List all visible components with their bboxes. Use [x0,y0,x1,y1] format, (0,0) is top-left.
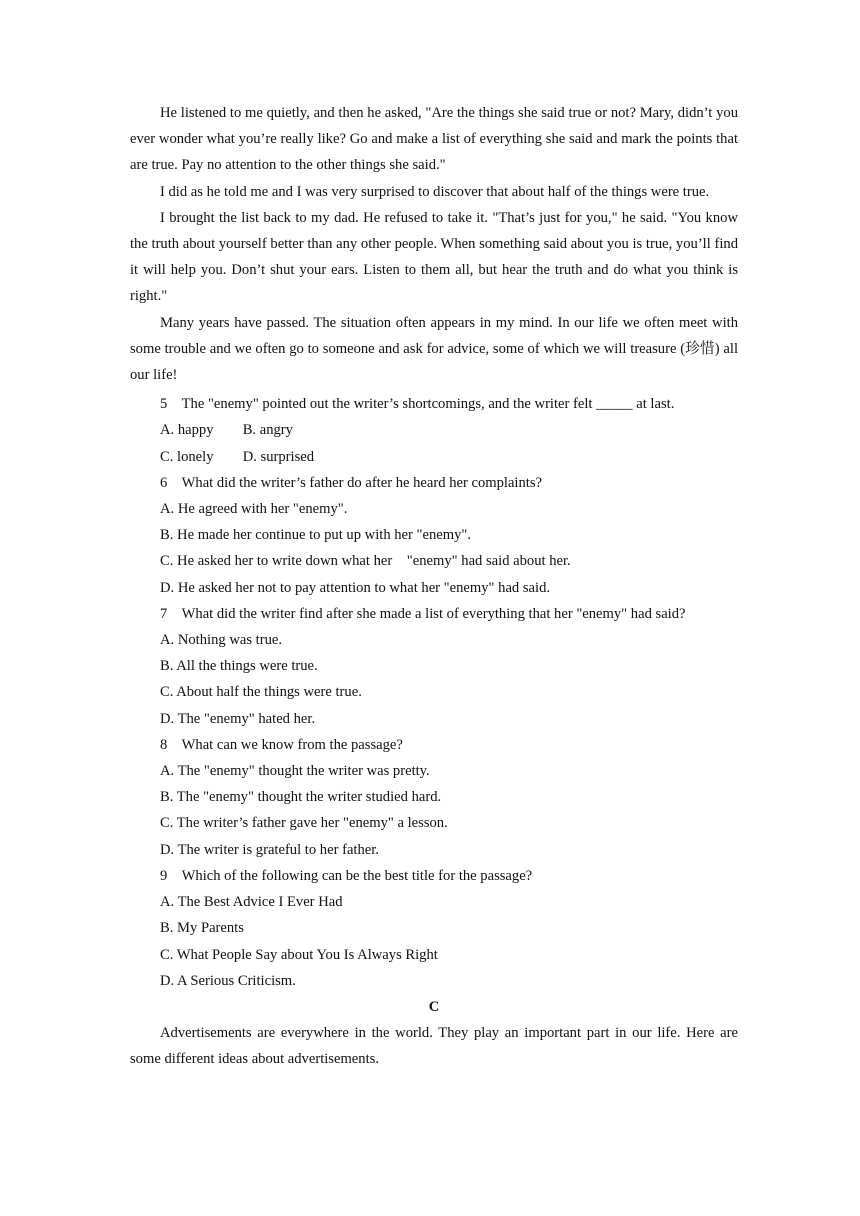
option-a: A. The "enemy" thought the writer was pretty. [160,763,430,780]
option-d: D. The writer is grateful to her father. [160,841,379,858]
paragraph: Many years have passed. The situation often appears in my mind. In our life we often meet with some trouble and we often go to someone and ask for advice, some of which we will treasure (珍惜) all our life! [130,314,738,384]
question-stem: 7 What did the writer find after she made a list of everything that her "enemy" had said? [160,605,686,622]
option-a: A. He agreed with her "enemy". [160,501,348,518]
option-c: C. He asked her to write down what her "enemy" had said about her. [160,553,571,570]
question-8 [130,732,738,863]
paragraph: Advertisements are everywhere in the world. They play an important part in our life. Here are some different ideas about advertisements. [130,1025,738,1068]
option-a: A. Nothing was true. [160,632,283,649]
document-page [130,100,738,1073]
options-row: C. lonely D. surprised [160,448,315,465]
question-9 [130,863,738,994]
option-b: B. He made her continue to put up with her "enemy". [160,527,472,544]
option-c: C. About half the things were true. [160,684,362,701]
option-b: B. The "enemy" thought the writer studied hard. [160,789,442,806]
option-d: D. He asked her not to pay attention to what her "enemy" had said. [160,579,551,596]
option-d: D. The "enemy" hated her. [160,710,316,727]
question-6 [130,470,738,601]
question-stem: 9 Which of the following can be the best title for the passage? [160,867,533,884]
option-c: C. The writer’s father gave her "enemy" a lesson. [160,815,448,832]
option-b: B. All the things were true. [160,658,318,675]
paragraph: He listened to me quietly, and then he asked, "Are the things she said true or not? Mary, didn’t you ever wonder what you’re really like? Go and make a list of everything she said and mark the points that are true. Pay no attention to the other things she said." [130,105,738,174]
question-stem: 5 The "enemy" pointed out the writer’s shortcomings, and the writer felt _____ at last. [160,396,675,413]
paragraph: I brought the list back to my dad. He refused to take it. "That’s just for you," he said. "You know the truth about yourself better than any other people. When something said about you is true, you’ll find it will help you. Don’t shut your ears. Listen to them all, but hear the truth and do what you think is right." [130,209,738,305]
question-stem: 6 What did the writer’s father do after he heard her complaints? [160,474,542,491]
question-7 [130,601,738,732]
option-c: C. What People Say about You Is Always Right [160,946,438,963]
option-d: D. A Serious Criticism. [160,972,296,989]
question-stem: 8 What can we know from the passage? [160,736,403,753]
option-b: B. My Parents [160,920,244,937]
paragraph: I did as he told me and I was very surprised to discover that about half of the things were true. [160,183,710,200]
options-row: A. happy B. angry [160,422,293,439]
question-5 [130,391,738,470]
section-heading: C [428,998,440,1015]
option-a: A. The Best Advice I Ever Had [160,894,343,911]
